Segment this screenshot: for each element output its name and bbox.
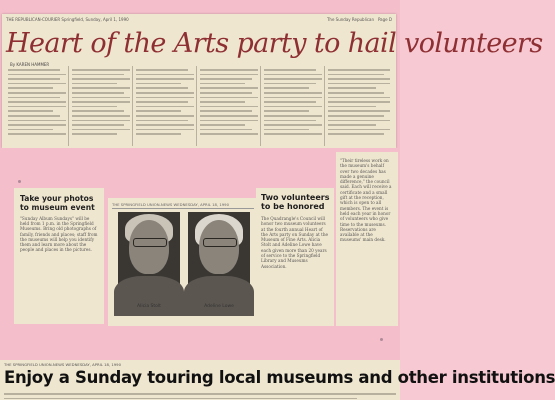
volunteers-headline: Two volunteers to be honored bbox=[261, 193, 330, 212]
photo-promo-clipping bbox=[14, 188, 104, 324]
portrait-photo-left bbox=[118, 212, 180, 300]
top-column-2 bbox=[72, 66, 130, 146]
top-column-1 bbox=[8, 66, 66, 146]
top-page-label: Page D bbox=[377, 17, 392, 22]
top-dateline-left: THE REPUBLICAN-COURIER Springfield, Sunday, April 1, 1990 bbox=[6, 17, 129, 22]
pin-mark bbox=[380, 338, 383, 341]
bottom-article-clipping bbox=[0, 360, 555, 400]
bottom-masthead: THE SPRINGFIELD UNION-NEWS WEDNESDAY, APRIL 18, 1990 bbox=[4, 362, 122, 367]
photo-caption-left: Alicia Stolt bbox=[137, 304, 161, 309]
volunteers-continued-body: "Their tireless work on the museum's behalf over two decades has made a genuine difference," the council said. Each will receive a certificate and a small gift at the reception, which is open to all members. The event is held each year in honor of volunteers who give time to the museums. Reservations are available at the museums' main desk. bbox=[340, 158, 392, 243]
top-column-6 bbox=[328, 66, 390, 146]
top-article-clipping bbox=[2, 14, 543, 148]
middle-board-area bbox=[0, 148, 400, 360]
volunteer-photos-clipping bbox=[108, 198, 258, 326]
top-dateline-right: The Sunday Republican bbox=[326, 17, 374, 22]
top-byline: By KAREN HAMMER bbox=[10, 62, 50, 67]
top-column-4 bbox=[200, 66, 258, 146]
photos-masthead: THE SPRINGFIELD UNION-NEWS WEDNESDAY, APRIL 18, 1990 bbox=[112, 202, 254, 209]
top-column-3 bbox=[136, 66, 194, 146]
photo-caption-right: Adeline Lowe bbox=[204, 304, 234, 309]
top-column-5 bbox=[264, 66, 322, 146]
promo-body: "Sunday Album Sundays" will be held from 1 p.m. in the Springfield Museums. Bring old photographs of family, friends and places; staff from the museums will help you identify them and learn more about the people and places in the pictures. bbox=[20, 216, 98, 253]
volunteers-continued-clipping bbox=[336, 152, 398, 326]
volunteers-honored-clipping bbox=[256, 188, 334, 326]
promo-title: Take your photos to museum event bbox=[20, 194, 95, 212]
bottom-body-text bbox=[4, 390, 396, 400]
top-headline: Heart of the Arts party to hail volunteers bbox=[6, 28, 543, 59]
volunteers-body: The Quadrangle's Council will honor two museum volunteers at the fourth annual Heart of the Arts party on Sunday at the Museum of Fine Arts. Alicia Stolt and Adeline Lowe have each given more than 20 years of service to the Springfield Library and Museums Association. bbox=[261, 216, 328, 269]
pin-mark bbox=[18, 180, 21, 183]
bottom-headline: Enjoy a Sunday touring local museums and other institutions bbox=[4, 368, 555, 387]
portrait-photo-right bbox=[188, 212, 250, 300]
